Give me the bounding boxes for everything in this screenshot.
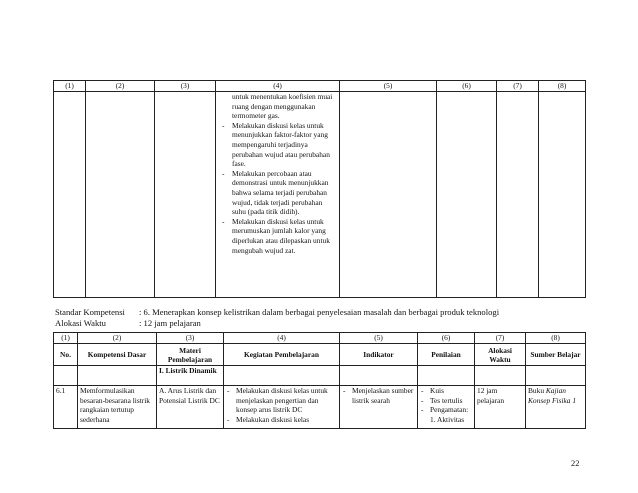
list-item: - Pengamatan: — [420, 405, 472, 415]
list-item: - Menjelaskan sumber listrik searah — [342, 386, 415, 405]
kegiatan-list — [226, 386, 337, 424]
col-number: (6) — [437, 81, 497, 92]
sumber-title: Kajian Konsep Fisika 1 — [528, 386, 577, 405]
col-number: (7) — [497, 81, 539, 92]
col-number: (3) — [157, 333, 224, 344]
header-kegiatan: Kegiatan Pembelajaran — [224, 344, 340, 366]
list-item: - Melakukan diskusi kelas — [226, 415, 337, 425]
row-materi: A. Arus Listrik dan Potensial Listrik DC — [157, 386, 224, 429]
activity-item: untuk menentukan koefisien muai ruang dengan menggunakan termometer gas. — [232, 92, 333, 121]
col-number: (6) — [418, 333, 475, 344]
sumber-prefix: Buku — [528, 386, 546, 395]
row-alokasi: 12 jam pelajaran — [475, 386, 526, 429]
column-number-row — [54, 81, 586, 92]
aw-value: : 12 jam pelajaran — [139, 317, 201, 328]
row-kompetensi: Memformulasikan besaran-besarana listrik rangkaian tertutup sederhana — [78, 386, 157, 429]
header-penilaian: Penilaian — [418, 344, 475, 366]
continuation-table — [53, 80, 586, 298]
header-indikator: Indikator — [340, 344, 418, 366]
header-kompetensi: Kompetensi Dasar — [78, 344, 157, 366]
aw-label: Alokasi Waktu — [55, 317, 106, 328]
indikator-list — [342, 386, 415, 405]
header-sumber: Sumber Belajar — [526, 344, 586, 366]
page-number: 22 — [571, 459, 580, 468]
activity-item: - Melakukan diskusi kelas untuk merumuskan jumlah kalor yang diperlukan atau dilepaskan untuk mengubah wujud zat. — [218, 217, 337, 255]
list-item: - Tes tertulis — [420, 396, 472, 406]
syllabus-table — [53, 332, 586, 429]
list-item: - Melakukan diskusi kelas untuk menjelaskan pengertian dan konsep arus listrik DC — [226, 386, 337, 415]
col-number: (8) — [526, 333, 586, 344]
row-indikator — [340, 386, 418, 429]
column-number-row — [54, 333, 586, 344]
row-penilaian — [418, 386, 475, 429]
col-number: (4) — [216, 81, 340, 92]
col-number: (5) — [340, 333, 418, 344]
penilaian-list — [420, 386, 472, 424]
section-heading: I. Listrik Dinamik — [157, 366, 224, 386]
col-number: (3) — [155, 81, 216, 92]
activity-item: - Melakukan percobaan atau demonstrasi untuk menunjukkan bahwa selama terjadi perubahan wujud, tidak terjadi perubahan suhu (pada titik didih). — [218, 169, 337, 217]
activity-item: - Melakukan diskusi kelas untuk menunjukkan faktor-faktor yang mempengaruhi terjadinya perubahan wujud atau perubahan fase. — [218, 121, 337, 169]
sk-value: : 6. Menerapkan konsep kelistrikan dalam berbagai penyelesaian masalah dan berbagai produk teknologi — [139, 307, 500, 317]
activity-cell — [216, 92, 340, 298]
col-number: (2) — [78, 333, 157, 344]
col-number: (1) — [54, 81, 86, 92]
col-number: (8) — [539, 81, 586, 92]
col-number: (5) — [340, 81, 437, 92]
col-number: (2) — [86, 81, 155, 92]
sk-label: Standar Kompetensi — [55, 307, 125, 317]
competency-standard-block — [55, 307, 499, 328]
col-number: (4) — [224, 333, 340, 344]
table-row — [54, 92, 586, 298]
col-number: (1) — [54, 333, 78, 344]
list-item: - Kuis — [420, 386, 472, 396]
header-materi: Materi Pembelajaran — [157, 344, 224, 366]
row-no: 6.1 — [54, 386, 78, 429]
header-row — [54, 344, 586, 366]
section-row — [54, 366, 586, 386]
activity-list — [218, 92, 337, 255]
header-no: No. — [54, 344, 78, 366]
col-number: (7) — [475, 333, 526, 344]
row-kegiatan — [224, 386, 340, 429]
header-alokasi: Alokasi Waktu — [475, 344, 526, 366]
table-row — [54, 386, 586, 429]
row-sumber — [526, 386, 586, 429]
list-item: 1. Aktivitas — [430, 414, 465, 424]
